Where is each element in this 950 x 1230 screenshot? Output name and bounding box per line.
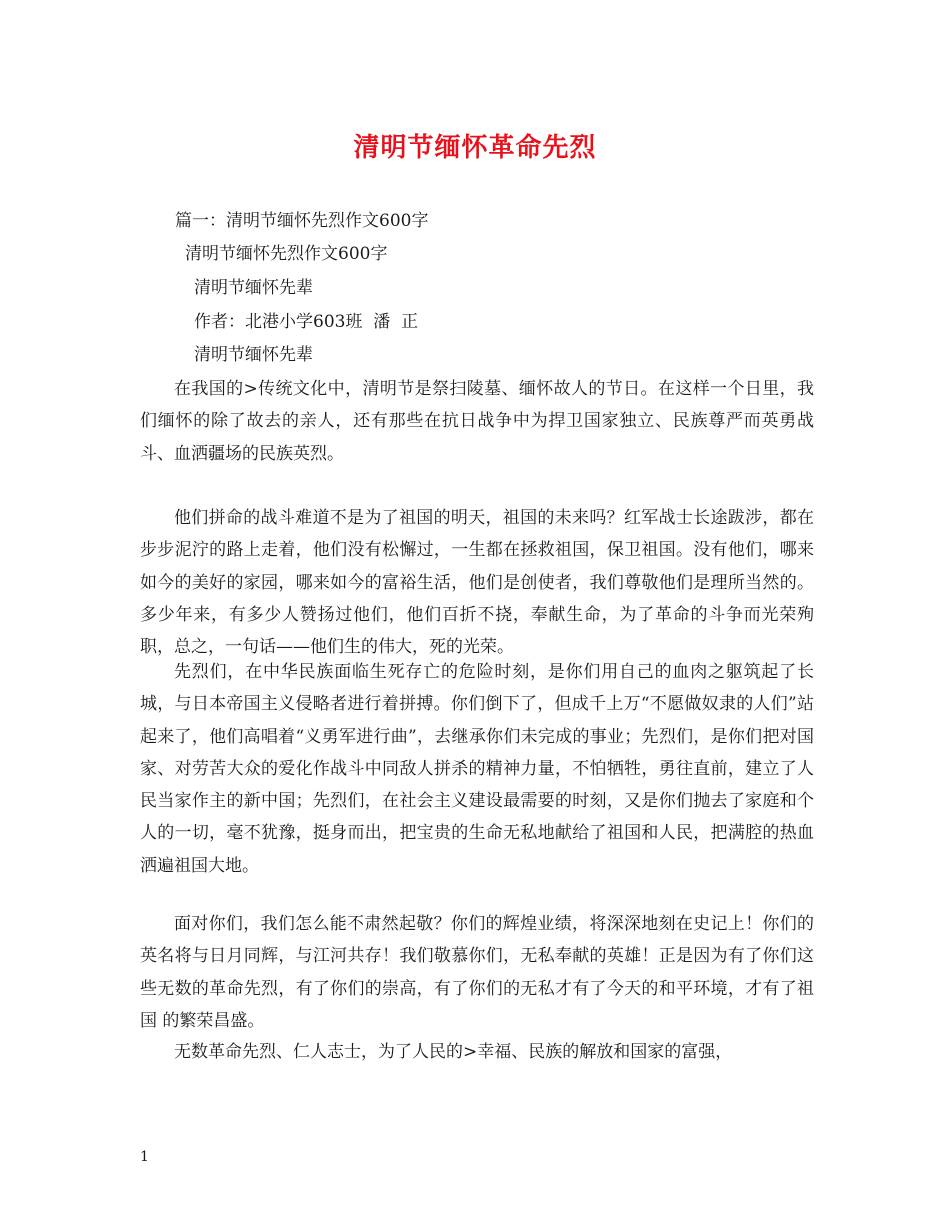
body-paragraph-1: 在我国的>传统文化中，清明节是祭扫陵墓、缅怀故人的节日。在这样一个日里，我们缅怀的除了故去的亲人，还有那些在抗日战争中为捍卫国家独立、民族尊严而英勇战斗、血洒疆场的民族英烈。 xyxy=(140,379,814,464)
author-line: 作者：北港小学603班 潘 正 xyxy=(194,312,419,332)
page-title: 清明节缅怀革命先烈 xyxy=(353,133,597,163)
body-paragraph-3: 先烈们，在中华民族面临生死存亡的危险时刻，是你们用自己的血肉之躯筑起了长城，与日本帝国主义侵略者进行着拼搏。你们倒下了，但成千上万“不愿做奴隶的人们”站起来了，他们高唱着“义勇军进行曲”，去继承你们未完成的事业；先烈们，是你们把对国家、对劳苦大众的爱化作战斗中同敌人拼杀的精神力量，不怕牺牲，勇往直前，建立了人民当家作主的新中国；先烈们，在社会主义建设最需要的时刻，又是你们抛去了家庭和个人的一切，毫不犹豫，挺身而出，把宝贵的生命无私地献给了祖国和人民，把满腔的热血洒遍祖国大地。 xyxy=(140,662,814,876)
essay-subtitle: 清明节缅怀先辈 xyxy=(194,278,313,298)
body-paragraph-5: 无数革命先烈、仁人志士，为了人民的>幸福、民族的解放和国家的富强， xyxy=(174,1042,733,1062)
article-heading: 篇一：清明节缅怀先烈作文600字 xyxy=(175,211,429,231)
body-paragraph-4: 面对你们，我们怎么能不肃然起敬？你们的辉煌业绩，将深深地刻在史记上！你们的英名将与日月同辉，与江河共存！我们敬慕你们，无私奉献的英雄！正是因为有了你们这些无数的革命先烈，有了你们的崇高，有了你们的无私才有了今天的和平环境，才有了祖国 的繁荣昌盛。 xyxy=(140,914,814,1031)
body-paragraph-2: 他们拼命的战斗难道不是为了祖国的明天，祖国的未来吗？红军战士长途跋涉，都在步步泥泞的路上走着，他们没有松懈过，一生都在拯救祖国，保卫祖国。没有他们，哪来如今的美好的家园，哪来如今的富裕生活，他们是创使者，我们尊敬他们是理所当然的。多少年来，有多少人赞扬过他们，他们百折不挠，奉献生命，为了革命的斗争而光荣殉职，总之，一句话——他们生的伟大，死的光荣。 xyxy=(140,508,814,658)
page-number: 1 xyxy=(140,1149,149,1165)
essay-subtitle-repeat: 清明节缅怀先辈 xyxy=(194,345,313,365)
essay-title: 清明节缅怀先烈作文600字 xyxy=(185,244,388,264)
